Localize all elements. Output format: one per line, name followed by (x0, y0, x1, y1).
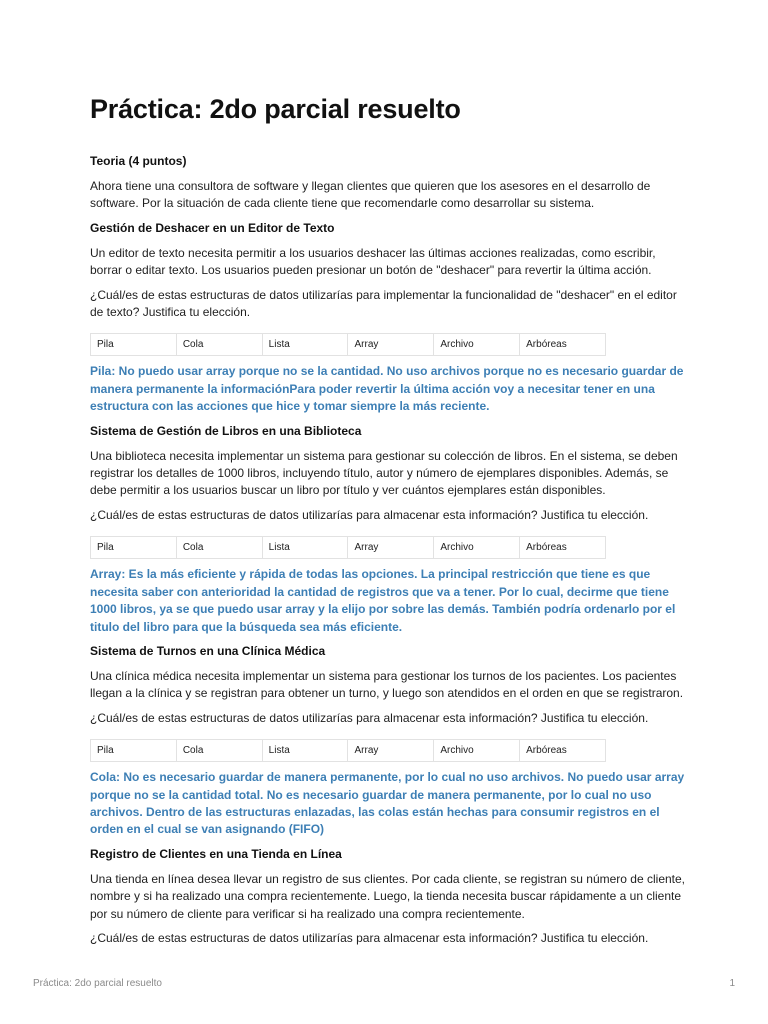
option-arboreas: Arbóreas (526, 745, 567, 757)
intro-paragraph: Ahora tiene una consultora de software y llegan clientes que quieren que los asesores en el desarrollo de software. Por la situación de cada cliente tiene que recomendarle como desarrollar su sistema. (90, 179, 651, 211)
option-array: Array (348, 334, 434, 355)
section-heading: Gestión de Deshacer en un Editor de Texto (90, 220, 335, 235)
option-archivo: Archivo (434, 537, 520, 558)
section-answer: Cola: No es necesario guardar de manera permanente, por lo cual no uso archivos. No puedo usar array porque no se la cantidad total. No es necesario guardar de manera permanente, por lo cual no uso archivos. Dentro de las estructuras enlazadas, las colas están hechas para consumir registros en el orden en el cual se van asignando (FIFO) (90, 770, 685, 837)
option-pila: Pila (91, 334, 177, 355)
option-lista: Lista (263, 334, 349, 355)
section-question: ¿Cuál/es de estas estructuras de datos utilizarías para almacenar esta información? Justifica tu elección. (90, 507, 649, 522)
page-number: 1 (729, 978, 735, 989)
section-description: Una tienda en línea desea llevar un registro de sus clientes. Por cada cliente, se registran su número de cliente, nombre y si ha realizado una compra recientemente. Luego, la tienda necesita buscar rápidamente a un cliente por su número de cliente para verificar si ha realizado una compra recientemente. (90, 871, 686, 921)
section-answer: Pila: No puedo usar array porque no se la cantidad. No uso archivos porque no es necesario guardar de manera permanente la informaciónPara poder revertir la última acción voy a necesitar tener en una estructura con las acciones que hice y tomar siempre la más reciente. (90, 364, 684, 414)
page-title: Práctica: 2do parcial resuelto (90, 94, 461, 124)
option-lista: Lista (263, 537, 349, 558)
section-heading: Registro de Clientes en una Tienda en Línea (90, 846, 342, 861)
option-array: Array (348, 740, 434, 761)
section-question: ¿Cuál/es de estas estructuras de datos utilizarías para almacenar esta información? Justifica tu elección. (90, 930, 649, 945)
options-table (90, 739, 606, 762)
option-archivo: Archivo (434, 334, 520, 355)
section-answer: Array: Es la más eficiente y rápida de todas las opciones. La principal restricción que tiene es que necesita saber con anterioridad la cantidad de registros que va a tener. Por lo cual, decirme que tiene 1000 libros, ya se que puedo usar array y la elijo por sobre las demás. También podría ordenarlo por el titulo del libro para que la búsqueda sea más eficiente. (90, 567, 676, 634)
section-description: Un editor de texto necesita permitir a los usuarios deshacer las últimas acciones realizadas, como escribir, borrar o editar texto. Los usuarios pueden presionar un botón de "deshacer" para revertir la última acción. (90, 245, 656, 278)
option-cola: Cola (177, 334, 263, 355)
footer-title: Práctica: 2do parcial resuelto (33, 978, 162, 989)
options-table (90, 536, 606, 559)
section-question: ¿Cuál/es de estas estructuras de datos utilizarías para implementar la funcionalidad de "deshacer" en el editor de texto? Justifica tu elección. (90, 287, 677, 320)
document-page (90, 94, 690, 954)
options-table (90, 333, 606, 356)
section-heading: Sistema de Gestión de Libros en una Biblioteca (90, 423, 362, 438)
option-arboreas: Arbóreas (526, 542, 567, 554)
option-array: Array (348, 537, 434, 558)
option-cola: Cola (177, 537, 263, 558)
theory-heading: Teoria (4 puntos) (90, 154, 187, 168)
option-archivo: Archivo (434, 740, 520, 761)
option-arboreas: Arbóreas (526, 339, 567, 351)
section-description: Una biblioteca necesita implementar un sistema para gestionar su colección de libros. En el sistema, se deben registrar los detalles de 1000 libros, incluyendo título, autor y número de ejemplares disponibles. Además, se debe permitir a los usuarios buscar un libro por título y ver cuántos ejemplares están disponibles. (90, 448, 678, 498)
section-question: ¿Cuál/es de estas estructuras de datos utilizarías para almacenar esta información? Justifica tu elección. (90, 710, 649, 725)
section-heading: Sistema de Turnos en una Clínica Médica (90, 643, 326, 658)
option-lista: Lista (263, 740, 349, 761)
option-pila: Pila (91, 537, 177, 558)
option-cola: Cola (177, 740, 263, 761)
section-description: Una clínica médica necesita implementar un sistema para gestionar los turnos de los pacientes. Los pacientes llegan a la clínica y se registran para obtener un turno, y luego son atendidos en el orden en que se registraron. (90, 668, 684, 701)
option-pila: Pila (91, 740, 177, 761)
page-footer (33, 978, 735, 989)
